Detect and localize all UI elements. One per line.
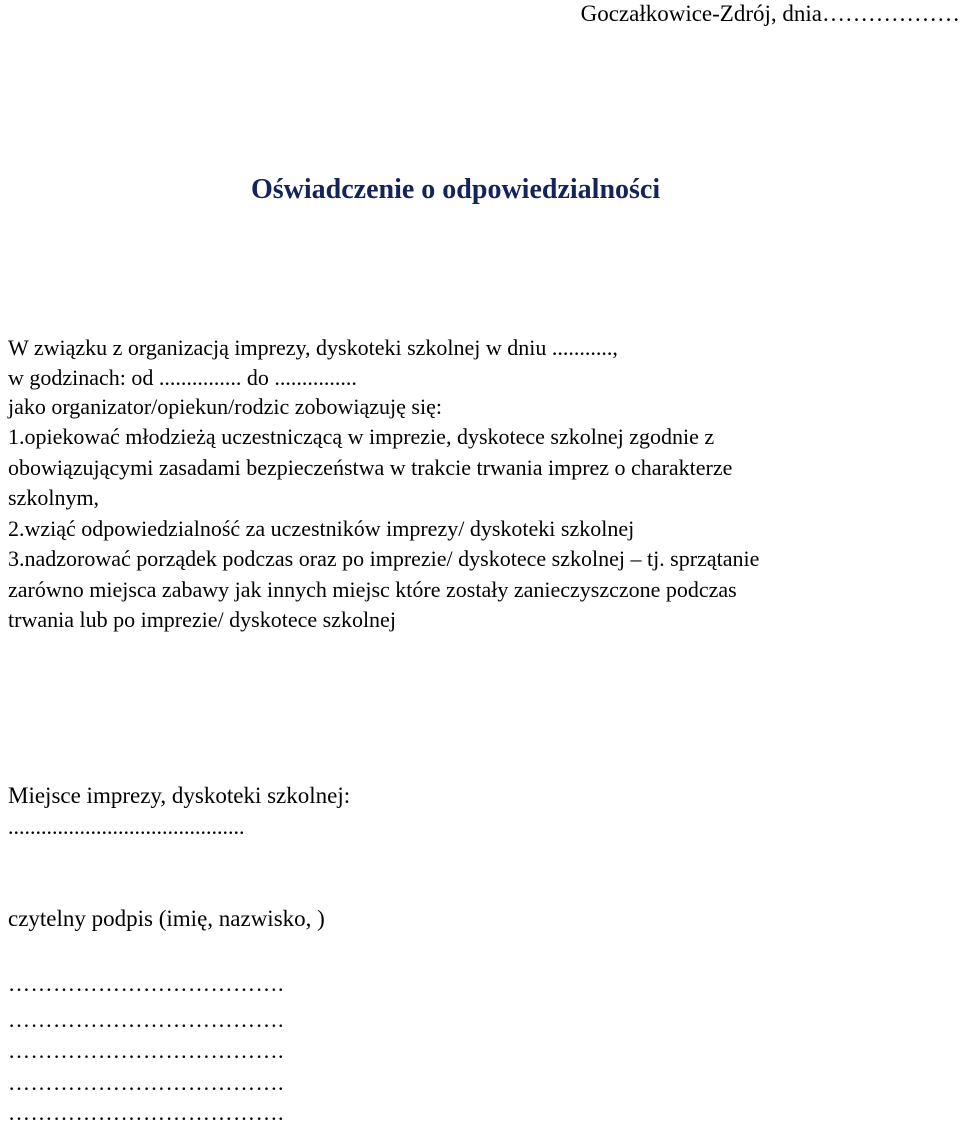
body-line-9: zarówno miejsca zabawy jak innych miejsc które zostały zanieczyszczone podczas <box>8 577 737 602</box>
body-line-5: obowiązującymi zasadami bezpieczeństwa w trakcie trwania imprez o charakterze <box>8 455 733 480</box>
signature-line-3: ………………………………. <box>8 1038 284 1063</box>
venue-label: Miejsce imprezy, dyskoteki szkolnej: <box>8 783 351 808</box>
signature-line-1: ………………………………. <box>8 971 284 996</box>
body-line-8: 3.nadzorować porządek podczas oraz po imprezie/ dyskotece szkolnej – tj. sprzątanie <box>8 546 760 571</box>
venue-blank: ........................................... <box>8 814 245 839</box>
place-date-line: Goczałkowice-Zdrój, dnia……………… <box>580 1 960 26</box>
body-line-6: szkolnym, <box>8 485 100 510</box>
signature-line-5: ………………………………. <box>8 1100 284 1125</box>
body-line-2: w godzinach: od ............... do ............... <box>8 365 357 390</box>
document-title: Oświadczenie o odpowiedzialności <box>251 174 661 205</box>
body-line-4: 1.opiekować młodzieżą uczestniczącą w imprezie, dyskotece szkolnej zgodnie z <box>8 424 715 449</box>
body-line-7: 2.wziąć odpowiedzialność za uczestników imprezy/ dyskoteki szkolnej <box>8 516 635 541</box>
body-line-10: trwania lub po imprezie/ dyskotece szkolnej <box>8 607 396 632</box>
body-line-3: jako organizator/opiekun/rodzic zobowiązuję się: <box>8 394 442 419</box>
signature-line-4: ………………………………. <box>8 1070 284 1095</box>
signature-label: czytelny podpis (imię, nazwisko, ) <box>8 906 325 931</box>
body-line-1: W związku z organizacją imprezy, dyskoteki szkolnej w dniu ..........., <box>8 335 618 360</box>
signature-line-2: ………………………………. <box>8 1007 284 1032</box>
